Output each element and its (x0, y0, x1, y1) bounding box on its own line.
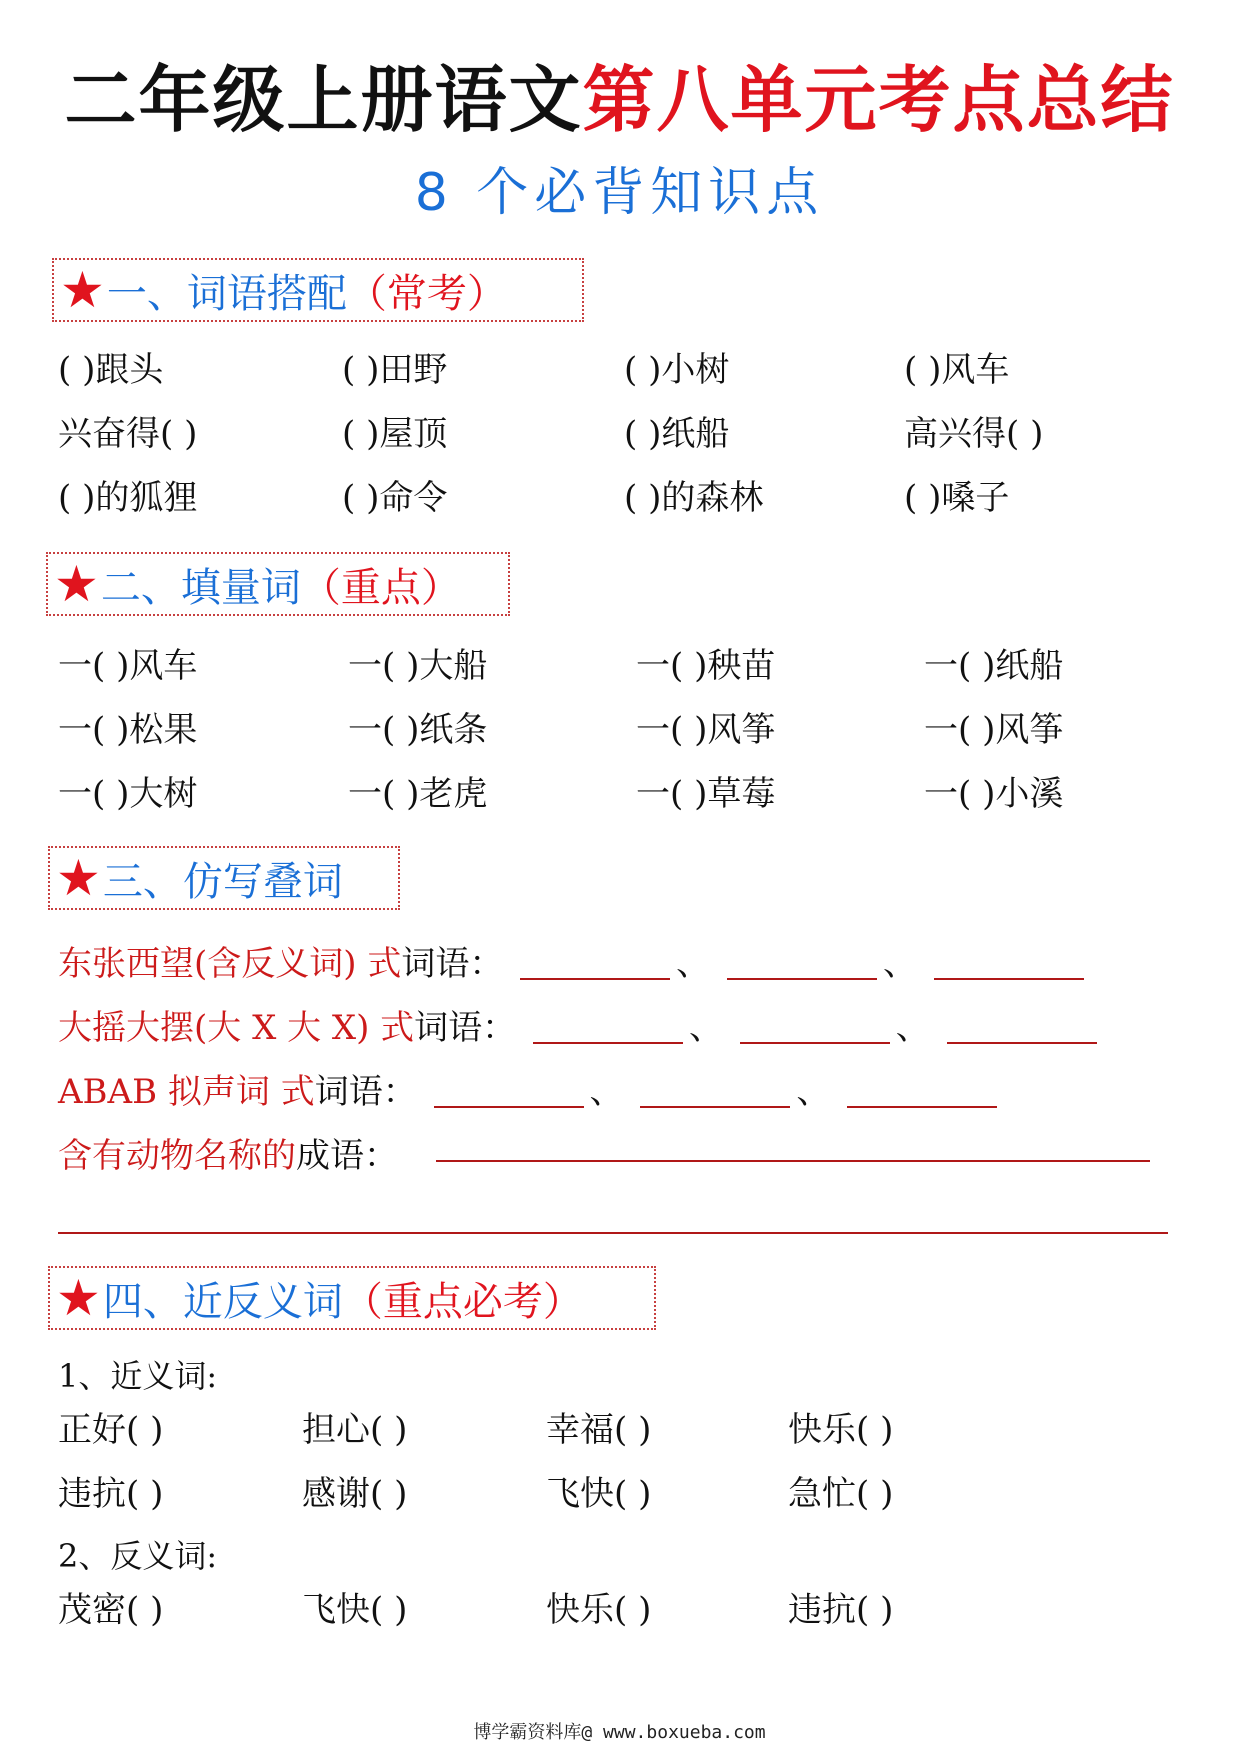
separator: 、 (688, 1008, 723, 1048)
answer-line[interactable] (436, 1160, 1150, 1162)
fill-item[interactable]: 一( )大树 (58, 774, 198, 814)
fill-item[interactable]: 感谢( ) (302, 1474, 408, 1514)
fill-item[interactable]: 一( )小溪 (924, 774, 1064, 814)
fill-item[interactable]: 幸福( ) (546, 1410, 652, 1450)
pattern-suffix: 词语： (414, 1008, 517, 1048)
fill-item[interactable]: 一( )风筝 (924, 710, 1064, 750)
section-4-header (48, 1266, 656, 1330)
pattern-suffix: 成语： (296, 1136, 398, 1176)
pattern-suffix: 词语： (314, 1072, 417, 1112)
section-3-header (48, 846, 400, 910)
antonym-label: 2、反义词: (58, 1537, 218, 1575)
fill-item[interactable]: 正好( ) (58, 1410, 164, 1450)
star-icon: ★ (54, 555, 99, 613)
footer-watermark: 博学霸资料库@ www.boxueba.com (473, 1722, 766, 1743)
fill-item[interactable]: 兴奋得( ) (58, 414, 198, 454)
pattern-suffix: 词语： (401, 944, 504, 984)
pattern-item (58, 932, 1090, 996)
separator: 、 (895, 1008, 930, 1048)
section-4-name: 近反义词 (182, 1278, 343, 1325)
answer-line[interactable] (58, 1232, 1168, 1234)
pattern-label: 含有动物名称的 (58, 1136, 296, 1176)
answer-blank[interactable] (640, 1080, 790, 1108)
section-1-tag: （常考） (346, 270, 507, 317)
fill-item[interactable]: 一( )老虎 (348, 774, 488, 814)
section-2-header (46, 552, 510, 616)
fill-item[interactable]: ( )命令 (342, 478, 448, 518)
answer-blank[interactable] (727, 952, 877, 980)
fill-item[interactable]: 一( )纸船 (924, 646, 1064, 686)
fill-item[interactable]: 一( )纸条 (348, 710, 488, 750)
star-icon: ★ (56, 849, 101, 907)
section-3-number: 三、 (102, 858, 183, 905)
title-black: 二年级上册语文 (64, 58, 583, 142)
fill-item[interactable]: ( )的森林 (624, 478, 764, 518)
fill-item[interactable]: ( )屋顶 (342, 414, 448, 454)
pattern-item (58, 1060, 1003, 1124)
fill-item[interactable]: ( )田野 (342, 350, 448, 390)
synonym-label: 1、近义词: (58, 1357, 218, 1395)
fill-item[interactable]: ( )嗓子 (904, 478, 1010, 518)
star-icon: ★ (56, 1269, 101, 1327)
fill-item[interactable]: 担心( ) (302, 1410, 408, 1450)
fill-item[interactable]: 一( )风车 (58, 646, 198, 686)
section-1-number: 一、 (106, 270, 187, 317)
answer-blank[interactable] (934, 952, 1084, 980)
answer-blank[interactable] (533, 1016, 683, 1044)
fill-item[interactable]: ( )风车 (904, 350, 1010, 390)
answer-blank[interactable] (740, 1016, 890, 1044)
fill-item[interactable]: 一( )大船 (348, 646, 488, 686)
fill-item[interactable]: 违抗( ) (788, 1590, 894, 1630)
section-2-number: 二、 (100, 564, 181, 611)
pattern-label: 东张西望(含反义词) 式 (58, 944, 402, 984)
fill-item[interactable]: 快乐( ) (546, 1590, 652, 1630)
answer-blank[interactable] (947, 1016, 1097, 1044)
separator: 、 (676, 944, 711, 984)
separator: 、 (796, 1072, 831, 1112)
fill-item[interactable]: 一( )草莓 (636, 774, 776, 814)
section-1-name: 词语搭配 (186, 270, 347, 317)
section-4-tag: （重点必考） (342, 1278, 583, 1325)
pattern-label: 大摇大摆(大 X 大 X) 式 (58, 1008, 415, 1048)
fill-item[interactable]: 一( )秧苗 (636, 646, 776, 686)
fill-item[interactable]: 急忙( ) (788, 1474, 894, 1514)
answer-blank[interactable] (520, 952, 670, 980)
fill-item[interactable]: 飞快( ) (546, 1474, 652, 1514)
fill-item[interactable]: 一( )风筝 (636, 710, 776, 750)
pattern-label: ABAB 拟声词 式 (58, 1072, 315, 1112)
fill-item[interactable]: 一( )松果 (58, 710, 198, 750)
fill-item[interactable]: ( )纸船 (624, 414, 730, 454)
title-red: 第八单元考点总结 (582, 58, 1175, 142)
fill-item[interactable]: 快乐( ) (788, 1410, 894, 1450)
fill-item[interactable]: ( )小树 (624, 350, 730, 390)
fill-item[interactable]: ( )跟头 (58, 350, 164, 390)
page-subtitle: 8 个必背知识点 (414, 163, 825, 223)
pattern-item (58, 996, 1103, 1060)
section-2-name: 填量词 (180, 564, 301, 611)
pattern-item (58, 1124, 398, 1188)
page-title (0, 50, 1239, 150)
fill-item[interactable]: ( )的狐狸 (58, 478, 198, 518)
separator: 、 (882, 944, 917, 984)
section-3-name: 仿写叠词 (182, 858, 343, 905)
section-4-number: 四、 (102, 1278, 183, 1325)
fill-item[interactable]: 违抗( ) (58, 1474, 164, 1514)
fill-item[interactable]: 飞快( ) (302, 1590, 408, 1630)
fill-item[interactable]: 茂密( ) (58, 1590, 164, 1630)
fill-item[interactable]: 高兴得( ) (904, 414, 1044, 454)
answer-blank[interactable] (847, 1080, 997, 1108)
answer-blank[interactable] (434, 1080, 584, 1108)
section-1-header (52, 258, 584, 322)
separator: 、 (589, 1072, 624, 1112)
section-2-tag: （重点） (300, 564, 461, 611)
star-icon: ★ (60, 261, 105, 319)
